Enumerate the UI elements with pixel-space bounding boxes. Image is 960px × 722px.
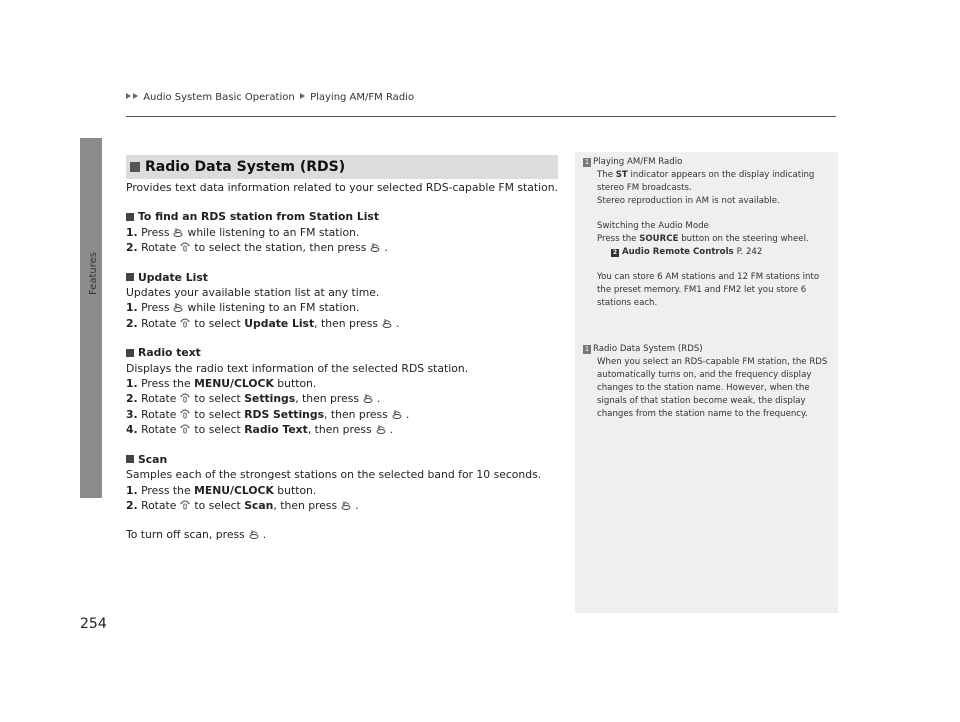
main-content xyxy=(126,180,566,543)
breadcrumb-item[interactable]: Playing AM/FM Radio xyxy=(310,92,415,103)
press-icon xyxy=(341,500,351,510)
link-arrow-icon: 2 xyxy=(612,248,618,256)
square-bullet-icon xyxy=(126,455,134,463)
cross-reference-link[interactable]: 2 Audio Remote Controls P. 242 xyxy=(612,247,763,257)
step-item: 4. Rotate to select Radio Text, then press . xyxy=(126,423,394,437)
rotate-icon xyxy=(180,424,190,434)
rotate-icon xyxy=(180,318,190,328)
step-item: 1. Press the MENU/CLOCK button. xyxy=(126,377,317,391)
scan-off-text: To turn off scan, press . xyxy=(126,528,267,542)
square-bullet-icon xyxy=(126,273,134,281)
press-icon xyxy=(376,424,386,434)
rotate-icon xyxy=(180,409,190,419)
step-item: 1. Press while listening to an FM station. xyxy=(126,225,360,239)
note-line: the preset memory. FM1 and FM2 let you store 6 xyxy=(597,285,807,295)
square-bullet-icon xyxy=(126,349,134,357)
breadcrumb xyxy=(126,92,414,103)
note-line: signals of that station become weak, the display xyxy=(597,396,806,406)
step-item: 2. Rotate to select the station, then press . xyxy=(126,241,388,255)
press-icon xyxy=(173,227,183,237)
subheading-update: Update List xyxy=(126,270,566,285)
note-playing-am-fm xyxy=(585,156,835,310)
note-badge: 1 xyxy=(584,345,590,353)
note-title: Radio Data System (RDS) xyxy=(593,344,703,354)
subheading-find: To find an RDS station from Station List xyxy=(126,209,566,224)
press-icon xyxy=(173,302,183,312)
block-description: Updates your available station list at any time. xyxy=(126,286,380,300)
note-line: stereo FM broadcasts. xyxy=(597,183,692,193)
breadcrumb-item[interactable]: Audio System Basic Operation xyxy=(143,92,295,103)
note-line: automatically turns on, and the frequency display xyxy=(597,370,812,380)
note-line: When you select an RDS-capable FM station, the RDS xyxy=(597,357,828,367)
header-rule xyxy=(126,116,836,117)
arrow-icon xyxy=(133,93,138,99)
note-badge: 1 xyxy=(584,158,590,166)
page-number: 254 xyxy=(80,616,107,632)
arrow-icon xyxy=(300,93,305,99)
note-line: The ST indicator appears on the display indicating xyxy=(597,170,815,180)
rotate-icon xyxy=(180,393,190,403)
note-line: stations each. xyxy=(597,298,658,308)
press-icon xyxy=(382,318,392,328)
step-item: 2. Rotate to select Settings, then press . xyxy=(126,392,381,406)
press-icon xyxy=(370,242,380,252)
note-title: Playing AM/FM Radio xyxy=(593,157,683,167)
rotate-icon xyxy=(180,242,190,252)
step-item: 1. Press while listening to an FM station. xyxy=(126,301,360,315)
note-line: changes from the station name to the frequency. xyxy=(597,409,808,419)
section-heading xyxy=(126,155,558,179)
step-item: 2. Rotate to select Scan, then press . xyxy=(126,498,359,512)
note-line: Press the SOURCE button on the steering wheel. xyxy=(597,234,809,244)
arrow-icon xyxy=(126,93,131,99)
square-bullet-icon xyxy=(126,213,134,221)
rotate-icon xyxy=(180,500,190,510)
square-bullet-icon xyxy=(130,162,140,172)
note-rds xyxy=(585,343,835,421)
step-item: 2. Rotate to select Update List, then press . xyxy=(126,316,400,330)
press-icon xyxy=(392,409,402,419)
press-icon xyxy=(249,529,259,539)
press-icon xyxy=(363,393,373,403)
note-line: Switching the Audio Mode xyxy=(597,221,709,231)
step-item: 3. Rotate to select RDS Settings, then press . xyxy=(126,407,410,421)
block-description: Displays the radio text information of the selected RDS station. xyxy=(126,361,469,375)
note-line: Stereo reproduction in AM is not available. xyxy=(597,196,780,206)
note-line: You can store 6 AM stations and 12 FM stations into xyxy=(597,272,820,282)
subheading-scan: Scan xyxy=(126,452,566,467)
block-description: Samples each of the strongest stations on the selected band for 10 seconds. xyxy=(126,468,542,482)
subheading-radio-text: Radio text xyxy=(126,345,566,360)
step-item: 1. Press the MENU/CLOCK button. xyxy=(126,483,317,497)
section-label: Features xyxy=(88,252,99,295)
section-tab xyxy=(80,138,102,498)
intro-text: Provides text data information related to your selected RDS-capable FM station. xyxy=(126,181,558,194)
note-line: changes to the station name. However, when the xyxy=(597,383,810,393)
section-title: Radio Data System (RDS) xyxy=(145,159,346,175)
